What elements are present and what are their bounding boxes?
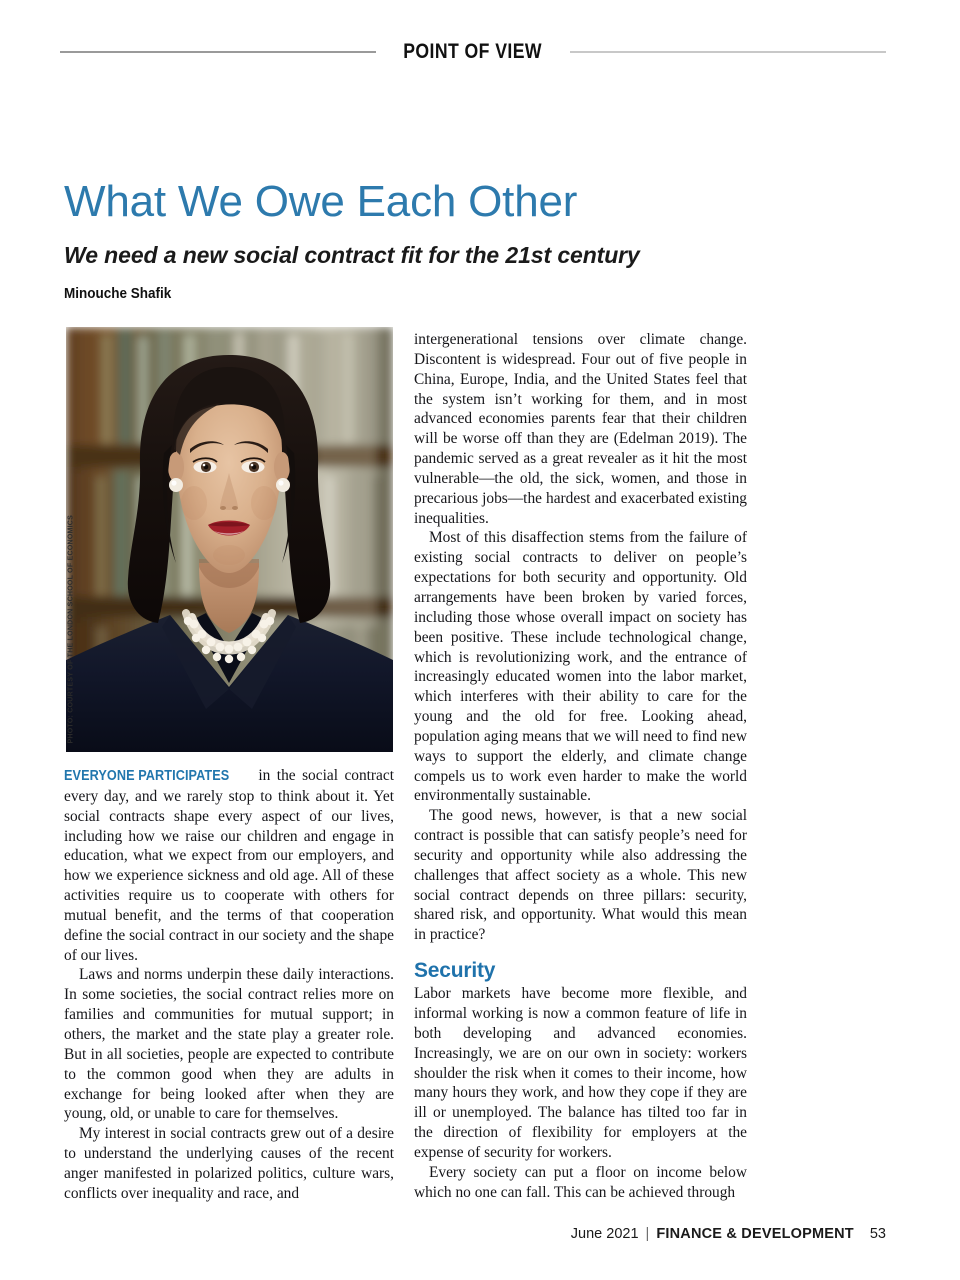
paragraph-lead [64, 766, 394, 965]
paragraph: My interest in social contracts grew out of a desire to understand the underlying causes of the recent anger manifested in polarized politics, culture wars, conflicts over inequality and race, and [64, 1125, 394, 1202]
paragraph: Labor markets have become more flexible, and informal working is now a common feature of life in both developing and advanced economies. Increasingly, we are on our own in society: workers shoulder the risk when it comes to their income, how many hours they work, and how they cope if they are ill or unemployed. The balance has tilted too far in the direction of flexibility for employers at the expense of security for workers. [414, 985, 747, 1161]
body-column-right [414, 330, 747, 1203]
author-portrait [66, 327, 393, 752]
paragraph: Most of this disaffection stems from the failure of existing social contracts to deliver on people’s expectations for both security and opportunity. Old arrangements have been broken by varied forces, including those whose overall impact on society has been positive. These include technological change, which is revolutionizing work, and the entrance of increasingly educated women into the labor market, which interferes with their ability to care for the young and the old for free. Looking ahead, population aging means that we will need to find new ways to support the elderly, and climate change compels us to work even harder to make the world environmentally sustainable. [414, 529, 747, 805]
paragraph: intergenerational tensions over climate change. Discontent is widespread. Four out of five people in China, Europe, India, and the United States feel that the system isn’t working for them, and in most advanced economies parents fear that their children will be worse off than they are (Edelman 2019). The pandemic served as a great revealer as it hit the most vulnerable—the old, the sick, women, and those in precarious jobs—the hardest and exacerbated existing inequalities. [414, 331, 747, 527]
lead-in-phrase [64, 768, 252, 784]
footer-separator: | [645, 1226, 650, 1242]
running-head-title: POINT OF VIEW [403, 40, 543, 63]
photo-credit [66, 324, 75, 744]
article-deck: We need a new social contract fit for the 21st century [64, 242, 640, 268]
paragraph: Laws and norms underpin these daily interactions. In some societies, the social contract relies more on families and communities for mutual support; in others, the market and the state play a greater role. But in all societies, people are expected to contribute to the common good when they are adults in exchange for being looked after when they are young, old, or unable to care for themselves. [64, 966, 394, 1123]
running-head-rule-right [570, 51, 886, 53]
footer-magazine-title: FINANCE & DEVELOPMENT [656, 1226, 854, 1242]
running-head-rule-left [60, 51, 376, 53]
page-footer [0, 1226, 960, 1242]
portrait-image [66, 327, 393, 752]
footer-page-number: 53 [869, 1226, 886, 1242]
footer-issue-date: June 2021 [570, 1226, 639, 1242]
section-heading-security: Security [414, 959, 496, 983]
body-column-left [64, 766, 394, 1204]
article-byline: Minouche Shafik [64, 285, 172, 302]
page-title: What We Owe Each Other [64, 177, 578, 226]
paragraph: The good news, however, is that a new social contract is possible that can satisfy people’s need for security and opportunity while also addressing the challenges that affect society as a whole. This new social contract depends on three pillars: security, shared risk, and opportunity. What would this mean in practice? [414, 807, 747, 944]
paragraph-text: in the social contract every day, and we rarely stop to think about it. Yet social contracts shape every aspect of our lives, including how we raise our children and engage in education, what we expect from our employers, and how we experience sickness and old age. All of these activities require us to cooperate with others for mutual benefit, and the terms of that cooperation define the social contract in our society and the shape of our lives. [64, 767, 394, 964]
paragraph: Every society can put a floor on income below which no one can fall. This can be achieved through [414, 1163, 747, 1201]
photo-credit-text: PHOTO: COURTESY OF THE LONDON SCHOOL OF ECONOMICS [65, 514, 75, 744]
running-head [60, 36, 886, 68]
lead-in-text: EVERYONE PARTICIPATES [64, 768, 230, 784]
